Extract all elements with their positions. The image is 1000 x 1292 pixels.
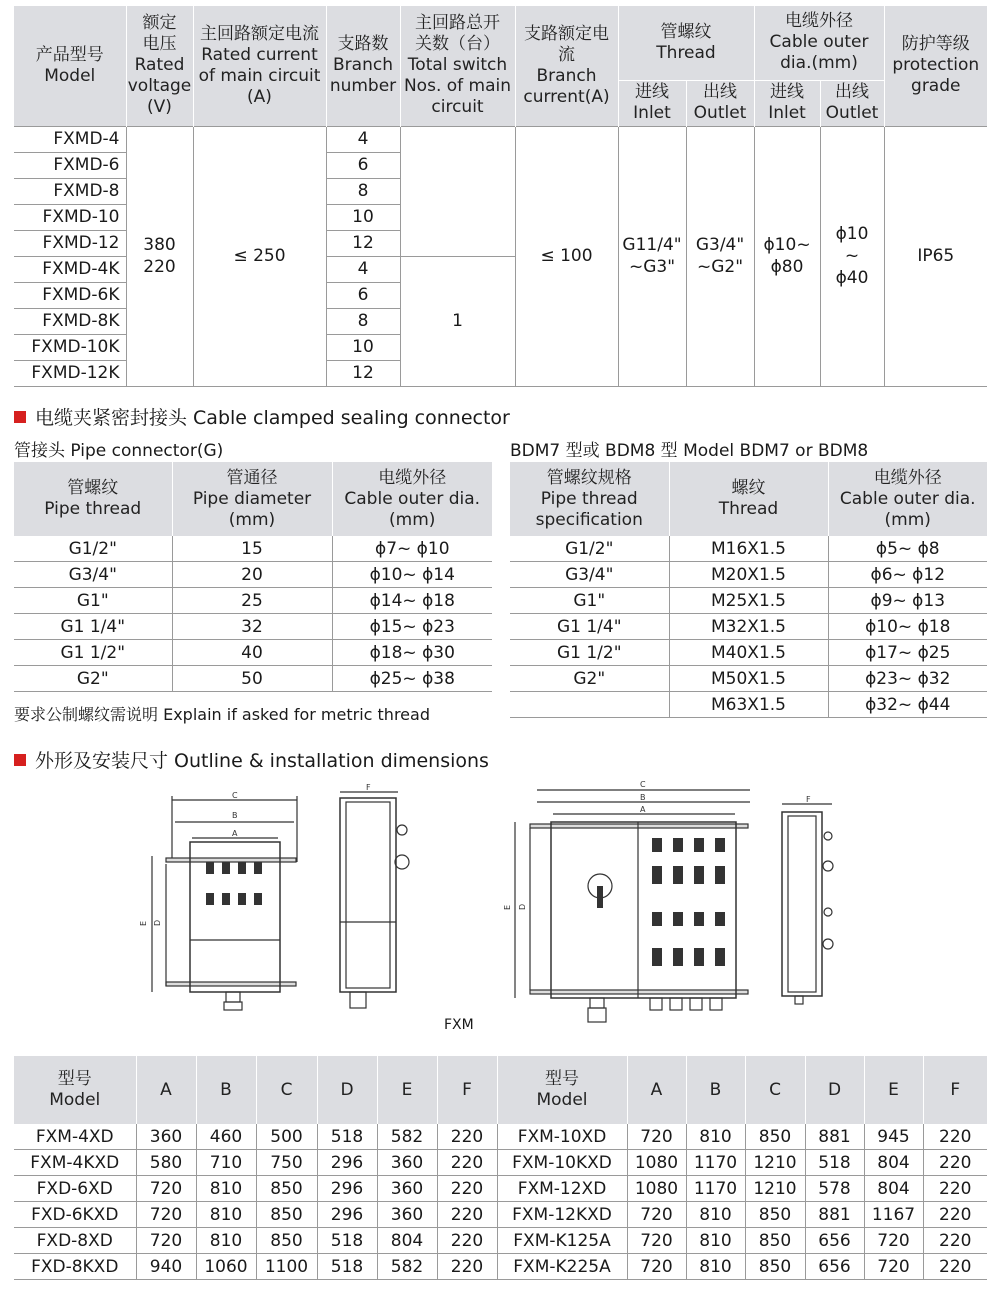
- table-row: [14, 562, 492, 588]
- table-cell: 518: [317, 1124, 377, 1150]
- table-cell: 220: [923, 1228, 987, 1254]
- branch-number-cell: 4: [326, 126, 400, 152]
- dimensions-header-cell: 型号 Model: [497, 1056, 627, 1124]
- table-cell: FXM-12XD: [497, 1176, 627, 1202]
- table-cell: 360: [377, 1202, 437, 1228]
- dimensions-header-cell: 型号 Model: [14, 1056, 136, 1124]
- table-cell: 720: [627, 1124, 686, 1150]
- dim-label-e: E: [139, 920, 148, 926]
- dimensions-header-cell: D: [317, 1056, 377, 1124]
- section-title-text: 电缆夹紧密封接头 Cable clamped sealing connector: [35, 407, 510, 429]
- red-square-bullet-icon: [14, 411, 26, 423]
- table-cell: G3/4": [14, 562, 172, 588]
- dim-label-b: B: [232, 811, 238, 820]
- table-cell: 1080: [627, 1176, 686, 1202]
- header-thread-outlet: 出线 Outlet: [686, 80, 754, 126]
- table-cell: [510, 692, 669, 718]
- table-cell: G1 1/2": [510, 640, 669, 666]
- table-cell: 810: [686, 1228, 745, 1254]
- table-row: [14, 1124, 987, 1150]
- outline-drawing: [0, 770, 1000, 1040]
- table-cell: 360: [377, 1150, 437, 1176]
- branch-number-cell: 10: [326, 334, 400, 360]
- model-cell: FXMD-12K: [14, 360, 126, 386]
- table-row: [14, 666, 492, 692]
- dim-label-a: A: [640, 805, 646, 814]
- table-cell: ϕ17~ ϕ25: [828, 640, 987, 666]
- table-cell: M16X1.5: [669, 536, 828, 562]
- dim-label-c: C: [232, 791, 238, 800]
- table-cell: 578: [805, 1176, 864, 1202]
- table-cell: M63X1.5: [669, 692, 828, 718]
- dimensions-header: [14, 1056, 987, 1124]
- dim-label-c: C: [640, 780, 646, 789]
- table-row: [510, 666, 987, 692]
- header-thread-inlet: 进线 Inlet: [618, 80, 686, 126]
- table-cell: 220: [923, 1150, 987, 1176]
- bdm-title: BDM7 型或 BDM8 型 Model BDM7 or BDM8: [510, 441, 869, 461]
- table-cell: 220: [923, 1202, 987, 1228]
- header-cable-outer-dia: 电缆外径 Cable outer dia. (mm): [332, 462, 492, 536]
- table-cell: 1210: [745, 1150, 805, 1176]
- table-row: [510, 640, 987, 666]
- branch-number-cell: 8: [326, 178, 400, 204]
- table-cell: 720: [864, 1228, 923, 1254]
- dim-label-f: F: [806, 795, 811, 804]
- dim-label-d: D: [153, 919, 162, 926]
- table-cell: ϕ7~ ϕ10: [332, 536, 492, 562]
- table-cell: 720: [136, 1202, 196, 1228]
- table-cell: 296: [317, 1202, 377, 1228]
- branch-number-cell: 6: [326, 282, 400, 308]
- table-cell: FXD-6XD: [14, 1176, 136, 1202]
- dimensions-header-cell: E: [864, 1056, 923, 1124]
- table-cell: 460: [196, 1124, 256, 1150]
- dimensions-header-cell: B: [196, 1056, 256, 1124]
- table-cell: FXM-10KXD: [497, 1150, 627, 1176]
- header-branch-number: 支路数 Branch number: [326, 6, 400, 126]
- model-cell: FXMD-10K: [14, 334, 126, 360]
- table-cell: 720: [136, 1228, 196, 1254]
- table-cell: FXD-8XD: [14, 1228, 136, 1254]
- table-cell: 518: [317, 1228, 377, 1254]
- cable-outlet-cell: ϕ10 ~ ϕ40: [820, 126, 884, 386]
- table-cell: G2": [510, 666, 669, 692]
- thread-outlet-cell: G3/4" ~G2": [686, 126, 754, 386]
- table-cell: 720: [627, 1202, 686, 1228]
- voltage-cell: 380 220: [126, 126, 193, 386]
- table-cell: 656: [805, 1254, 864, 1280]
- spec-table: [14, 6, 987, 387]
- table-cell: 20: [172, 562, 332, 588]
- table-cell: G1 1/4": [510, 614, 669, 640]
- table-cell: 220: [437, 1124, 497, 1150]
- dimensions-header-cell: F: [437, 1056, 497, 1124]
- table-cell: 220: [437, 1254, 497, 1280]
- header-voltage: 额定 电压 Rated voltage (V): [126, 6, 193, 126]
- header-model: 产品型号 Model: [14, 6, 126, 126]
- table-cell: 810: [686, 1254, 745, 1280]
- header-cable-outlet: 出线 Outlet: [820, 80, 884, 126]
- thread-inlet-cell: G11/4" ~G3": [618, 126, 686, 386]
- model-cell: FXMD-6: [14, 152, 126, 178]
- table-cell: FXD-8KXD: [14, 1254, 136, 1280]
- table-cell: 360: [136, 1124, 196, 1150]
- header-pipe-thread: 管螺纹 Pipe thread: [14, 462, 172, 536]
- table-cell: 945: [864, 1124, 923, 1150]
- pipe-connector-title: 管接头 Pipe connector(G): [14, 441, 224, 461]
- table-cell: 1170: [686, 1176, 745, 1202]
- table-cell: 32: [172, 614, 332, 640]
- table-cell: 850: [256, 1202, 317, 1228]
- table-cell: 1167: [864, 1202, 923, 1228]
- table-cell: ϕ18~ ϕ30: [332, 640, 492, 666]
- table-row: [14, 614, 492, 640]
- table-cell: G2": [14, 666, 172, 692]
- section-title-cable-connector: [14, 403, 510, 430]
- table-cell: 810: [686, 1202, 745, 1228]
- table-cell: M20X1.5: [669, 562, 828, 588]
- dimensions-header-cell: F: [923, 1056, 987, 1124]
- dim-label-a: A: [232, 829, 238, 838]
- table-cell: 710: [196, 1150, 256, 1176]
- table-row: [510, 562, 987, 588]
- dim-label-d: D: [518, 903, 527, 910]
- table-cell: G1/2": [14, 536, 172, 562]
- table-cell: 220: [437, 1176, 497, 1202]
- diagram-caption: FXM: [444, 1017, 474, 1033]
- model-cell: FXMD-4: [14, 126, 126, 152]
- table-cell: M25X1.5: [669, 588, 828, 614]
- table-cell: ϕ25~ ϕ38: [332, 666, 492, 692]
- branch-number-cell: 12: [326, 360, 400, 386]
- table-cell: G1": [510, 588, 669, 614]
- table-cell: 40: [172, 640, 332, 666]
- red-square-bullet-icon: [14, 754, 26, 766]
- table-cell: 850: [256, 1228, 317, 1254]
- header-cable-dia: 电缆外径 Cable outer dia.(mm): [754, 6, 884, 80]
- branch-number-cell: 8: [326, 308, 400, 334]
- large-enclosure-front-view: [503, 780, 750, 1022]
- dimensions-header-cell: B: [686, 1056, 745, 1124]
- table-row: [510, 588, 987, 614]
- table-cell: 518: [805, 1150, 864, 1176]
- dim-label-e: E: [503, 904, 512, 910]
- table-cell: FXM-K125A: [497, 1228, 627, 1254]
- section-title-text: 外形及安装尺寸 Outline & installation dimensions: [35, 750, 489, 772]
- total-switch-cell: 1: [400, 256, 515, 386]
- table-cell: 1170: [686, 1150, 745, 1176]
- table-cell: FXD-6KXD: [14, 1202, 136, 1228]
- table-cell: 881: [805, 1202, 864, 1228]
- table-cell: 940: [136, 1254, 196, 1280]
- table-cell: 750: [256, 1150, 317, 1176]
- spec-table-body: [14, 126, 987, 386]
- model-cell: FXMD-10: [14, 204, 126, 230]
- table-cell: 720: [864, 1254, 923, 1280]
- model-cell: FXMD-8: [14, 178, 126, 204]
- branch-number-cell: 10: [326, 204, 400, 230]
- pipe-connector-body: [14, 536, 492, 692]
- table-cell: FXM-12KXD: [497, 1202, 627, 1228]
- table-cell: 850: [745, 1124, 805, 1150]
- table-cell: ϕ6~ ϕ12: [828, 562, 987, 588]
- small-enclosure-front-view: [139, 791, 297, 1010]
- header-cable-inlet: 进线 Inlet: [754, 80, 820, 126]
- table-cell: G1 1/4": [14, 614, 172, 640]
- table-cell: 850: [745, 1202, 805, 1228]
- table-row: [14, 536, 492, 562]
- section-title-outline: [14, 746, 489, 773]
- table-cell: 582: [377, 1254, 437, 1280]
- table-row: [510, 614, 987, 640]
- table-cell: 810: [196, 1202, 256, 1228]
- table-cell: 360: [377, 1176, 437, 1202]
- table-cell: 804: [377, 1228, 437, 1254]
- table-cell: FXM-4XD: [14, 1124, 136, 1150]
- dimensions-header-cell: D: [805, 1056, 864, 1124]
- table-row: [14, 1176, 987, 1202]
- table-cell: G1/2": [510, 536, 669, 562]
- table-cell: 1100: [256, 1254, 317, 1280]
- table-cell: 15: [172, 536, 332, 562]
- table-cell: 220: [437, 1150, 497, 1176]
- model-cell: FXMD-12: [14, 230, 126, 256]
- large-enclosure-side-view: [782, 795, 833, 1004]
- table-cell: FXM-10XD: [497, 1124, 627, 1150]
- total-switch-blank: [400, 126, 515, 256]
- table-cell: 580: [136, 1150, 196, 1176]
- table-row: [14, 640, 492, 666]
- table-cell: 1080: [627, 1150, 686, 1176]
- header-main-current: 主回路额定电流 Rated current of main circuit (A): [193, 6, 326, 126]
- table-row: [14, 588, 492, 614]
- table-row: [14, 1228, 987, 1254]
- header-protection: 防护等级 protection grade: [884, 6, 987, 126]
- table-row: [510, 536, 987, 562]
- table-cell: ϕ32~ ϕ44: [828, 692, 987, 718]
- table-cell: FXM-4KXD: [14, 1150, 136, 1176]
- table-cell: FXM-K225A: [497, 1254, 627, 1280]
- dimensions-header-cell: C: [745, 1056, 805, 1124]
- table-row: [14, 1202, 987, 1228]
- table-cell: 656: [805, 1228, 864, 1254]
- branch-current-cell: ≤ 100: [515, 126, 618, 386]
- table-cell: 220: [437, 1228, 497, 1254]
- cable-inlet-cell: ϕ10~ ϕ80: [754, 126, 820, 386]
- table-cell: M40X1.5: [669, 640, 828, 666]
- table-cell: ϕ15~ ϕ23: [332, 614, 492, 640]
- header-branch-current: 支路额定电 流 Branch current(A): [515, 6, 618, 126]
- table-cell: 500: [256, 1124, 317, 1150]
- dimensions-header-cell: E: [377, 1056, 437, 1124]
- dimensions-header-cell: A: [136, 1056, 196, 1124]
- table-cell: 850: [745, 1228, 805, 1254]
- branch-number-cell: 4: [326, 256, 400, 282]
- table-cell: G3/4": [510, 562, 669, 588]
- branch-number-cell: 12: [326, 230, 400, 256]
- model-cell: FXMD-6K: [14, 282, 126, 308]
- dimensions-body: [14, 1124, 987, 1280]
- metric-thread-note: 要求公制螺纹需说明 Explain if asked for metric thread: [14, 705, 430, 724]
- small-enclosure-side-view: [340, 783, 409, 1008]
- table-cell: ϕ14~ ϕ18: [332, 588, 492, 614]
- table-cell: 810: [196, 1228, 256, 1254]
- model-cell: FXMD-8K: [14, 308, 126, 334]
- table-cell: 881: [805, 1124, 864, 1150]
- header-total-switch: 主回路总开 关数（台） Total switch Nos. of main circuit: [400, 6, 515, 126]
- header-thread: 管螺纹 Thread: [618, 6, 754, 80]
- table-cell: 720: [627, 1254, 686, 1280]
- table-cell: 804: [864, 1176, 923, 1202]
- table-cell: 220: [923, 1254, 987, 1280]
- bdm-table: [510, 462, 987, 718]
- table-cell: ϕ5~ ϕ8: [828, 536, 987, 562]
- branch-number-cell: 6: [326, 152, 400, 178]
- table-cell: 1060: [196, 1254, 256, 1280]
- table-cell: G1": [14, 588, 172, 614]
- dim-label-f: F: [366, 783, 371, 792]
- table-cell: 720: [136, 1176, 196, 1202]
- pipe-connector-table: [14, 462, 492, 692]
- table-row: [14, 1150, 987, 1176]
- table-cell: 804: [864, 1150, 923, 1176]
- table-cell: 50: [172, 666, 332, 692]
- table-cell: G1 1/2": [14, 640, 172, 666]
- table-cell: ϕ23~ ϕ32: [828, 666, 987, 692]
- header-cable-outer-dia: 电缆外径 Cable outer dia. (mm): [828, 462, 987, 536]
- table-cell: ϕ9~ ϕ13: [828, 588, 987, 614]
- dimensions-header-cell: C: [256, 1056, 317, 1124]
- dim-label-b: B: [640, 793, 646, 802]
- main-current-cell: ≤ 250: [193, 126, 326, 386]
- table-cell: 582: [377, 1124, 437, 1150]
- dimensions-header-cell: A: [627, 1056, 686, 1124]
- table-cell: 296: [317, 1176, 377, 1202]
- table-row: [14, 126, 987, 152]
- table-row: [14, 1254, 987, 1280]
- table-cell: 850: [256, 1176, 317, 1202]
- table-cell: 810: [196, 1176, 256, 1202]
- table-cell: ϕ10~ ϕ18: [828, 614, 987, 640]
- model-cell: FXMD-4K: [14, 256, 126, 282]
- protection-cell: IP65: [884, 126, 987, 386]
- table-cell: 220: [923, 1176, 987, 1202]
- table-cell: 220: [923, 1124, 987, 1150]
- header-pipe-thread-spec: 管螺纹规格 Pipe thread specification: [510, 462, 669, 536]
- table-cell: 296: [317, 1150, 377, 1176]
- dimensions-table: [14, 1056, 987, 1280]
- table-cell: M50X1.5: [669, 666, 828, 692]
- table-cell: 220: [437, 1202, 497, 1228]
- table-cell: 25: [172, 588, 332, 614]
- header-thread: 螺纹 Thread: [669, 462, 828, 536]
- bdm-table-body: [510, 536, 987, 718]
- table-cell: ϕ10~ ϕ14: [332, 562, 492, 588]
- table-cell: 850: [745, 1254, 805, 1280]
- table-row: [510, 692, 987, 718]
- table-cell: 518: [317, 1254, 377, 1280]
- header-pipe-diameter: 管通径 Pipe diameter (mm): [172, 462, 332, 536]
- table-cell: 720: [627, 1228, 686, 1254]
- table-cell: 810: [686, 1124, 745, 1150]
- table-cell: 1210: [745, 1176, 805, 1202]
- table-cell: M32X1.5: [669, 614, 828, 640]
